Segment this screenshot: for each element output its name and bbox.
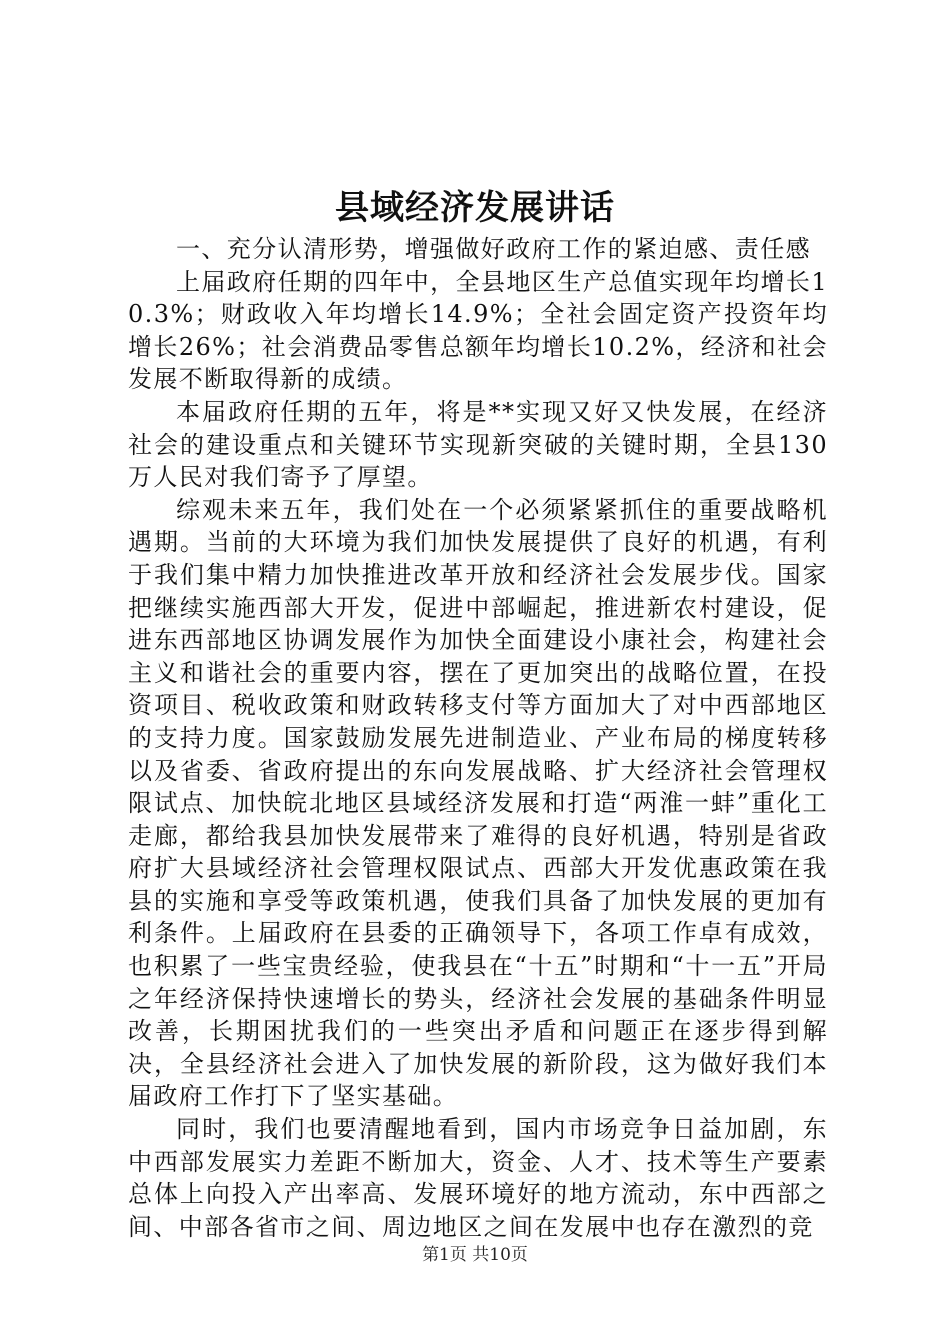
document-title: 县域经济发展讲话 [335,188,615,228]
page-number-footer: 第1页 共10页 [422,1245,528,1265]
document-body [128,233,828,1243]
paragraph: 同时，我们也要清醒地看到，国内市场竞争日益加剧，东中西部发展实力差距不断加大，资金、人才、技术等生产要素总体上向投入产出率高、发展环境好的地方流动，东中西部之间、中部各省市之间、周边地区之间在发展中也存在激烈的竞 [128,1115,828,1241]
paragraph: 综观未来五年，我们处在一个必须紧紧抓住的重要战略机遇期。当前的大环境为我们加快发展提供了良好的机遇，有利于我们集中精力加快推进改革开放和经济社会发展步伐。国家把继续实施西部大开发，促进中部崛起，推进新农村建设，促进东西部地区协调发展作为加快全面建设小康社会，构建社会主义和谐社会的重要内容，摆在了更加突出的战略位置，在投资项目、税收政策和财政转移支付等方面加大了对中西部地区的支持力度。国家鼓励发展先进制造业、产业布局的梯度转移以及省委、省政府提出的东向发展战略、扩大经济社会管理权限试点、加快皖北地区县域经济发展和打造“两淮一蚌”重化工走廊，都给我县加快发展带来了难得的良好机遇，特别是省政府扩大县域经济社会管理权限试点、西部大开发优惠政策在我县的实施和享受等政策机遇，使我们具备了加快发展的更加有利条件。上届政府在县委的正确领导下，各项工作卓有成效，也积累了一些宝贵经验，使我县在“十五”时期和“十一五”开局之年经济保持快速增长的势头，经济社会发展的基础条件明显改善，长期困扰我们的一些突出矛盾和问题正在逐步得到解决，全县经济社会进入了加快发展的新阶段，这为做好我们本届政府工作打下了坚实基础。 [128,495,828,1111]
paragraph: 上届政府任期的四年中，全县地区生产总值实现年均增长10.3%；财政收入年均增长14.9%；全社会固定资产投资年均增长26%；社会消费品零售总额年均增长10.2%，经济和社会发展不断取得新的成绩。 [128,267,828,394]
section-heading: 一、充分认清形势，增强做好政府工作的紧迫感、责任感 [176,235,811,263]
paragraph: 本届政府任期的五年，将是**实现又好又快发展，在经济社会的建设重点和关键环节实现新突破的关键时期，全县130万人民对我们寄予了厚望。 [128,397,828,492]
